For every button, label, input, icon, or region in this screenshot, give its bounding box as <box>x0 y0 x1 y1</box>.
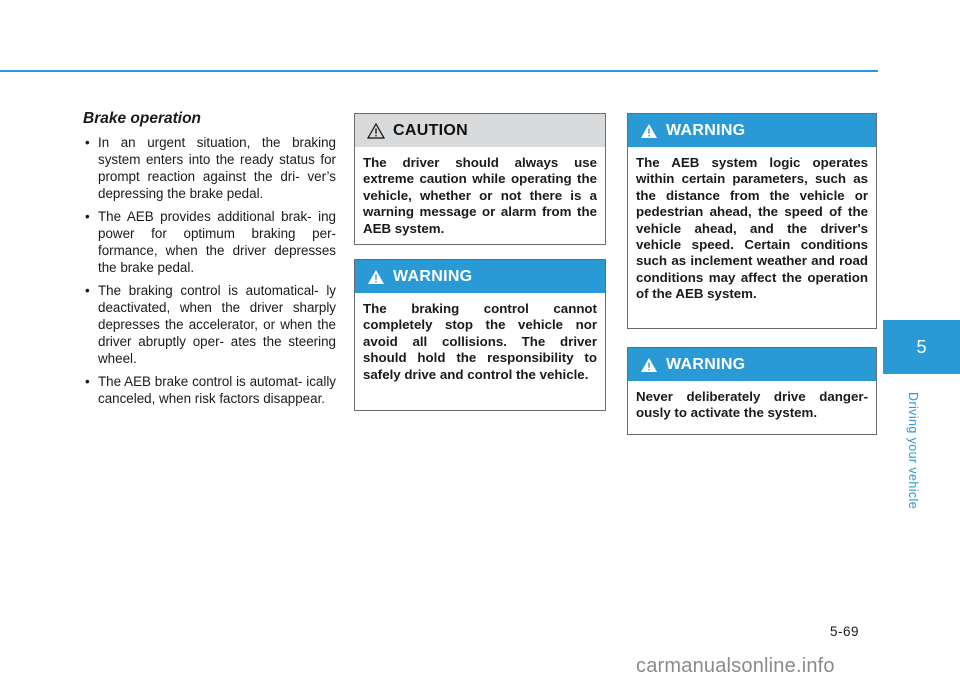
list-item: • The AEB brake control is automat- ically canceled, when risk factors disappear. <box>85 374 336 406</box>
list-item: • In an urgent situation, the braking system enters into the ready status for prompt reaction against the dri- ver’s depressing the brake pedal. <box>85 135 336 201</box>
caution-box <box>354 113 606 245</box>
warning-triangle-icon <box>640 123 658 139</box>
bullet-dot: • <box>85 374 90 389</box>
list-item: • The braking control is automatical- ly deactivated, when the driver sharply depresses the accelerator, or when the driver abruptly oper- ates the steering wheel. <box>85 283 336 366</box>
page-number: 5-69 <box>830 624 860 639</box>
caution-title: CAUTION <box>393 121 468 139</box>
chapter-title: Driving your vehicle <box>906 392 920 510</box>
list-item: • The AEB provides additional brak- ing power for optimum braking per- formance, when the driver depresses the brake pedal. <box>85 209 336 275</box>
chapter-number: 5 <box>916 336 927 357</box>
bullet-dot: • <box>85 209 90 224</box>
bullet-list <box>83 134 336 407</box>
caution-header <box>355 114 605 147</box>
warning-header <box>628 114 876 147</box>
brake-operation-section <box>83 110 336 413</box>
warning-body: The braking control cannot completely stop the vehicle nor avoid all collisions. The driver should hold the responsibility to safely drive and control the vehicle. <box>363 301 597 382</box>
warning-triangle-outline-icon <box>367 123 385 139</box>
warning-box-middle <box>354 259 606 411</box>
header-rule <box>0 70 878 72</box>
warning-triangle-icon <box>367 269 385 285</box>
bullet-dot: • <box>85 283 90 298</box>
chapter-tab[interactable] <box>883 320 960 374</box>
warning-title: WARNING <box>666 355 746 373</box>
bullet-dot: • <box>85 135 90 150</box>
warning-header <box>355 260 605 293</box>
warning-box-right-bottom <box>627 347 877 435</box>
section-heading: Brake operation <box>83 110 202 127</box>
watermark: carmanualsonline.info <box>636 655 835 677</box>
warning-header <box>628 348 876 381</box>
caution-body: The driver should always use extreme caution while operating the vehicle, whether or not there is a warning message or alarm from the AEB system. <box>363 155 597 236</box>
warning-title: WARNING <box>393 267 473 285</box>
warning-body: Never deliberately drive danger- ously to activate the system. <box>636 389 868 421</box>
warning-body: The AEB system logic operates within certain parameters, such as the distance from the vehicle or pedestrian ahead, the speed of the vehicle ahead, and the driver's vehicle speed. Certain conditions such as inclement weather and road conditions may affect the operation of the AEB system. <box>636 155 868 302</box>
warning-box-right-top <box>627 113 877 329</box>
warning-triangle-icon <box>640 357 658 373</box>
warning-title: WARNING <box>666 121 746 139</box>
